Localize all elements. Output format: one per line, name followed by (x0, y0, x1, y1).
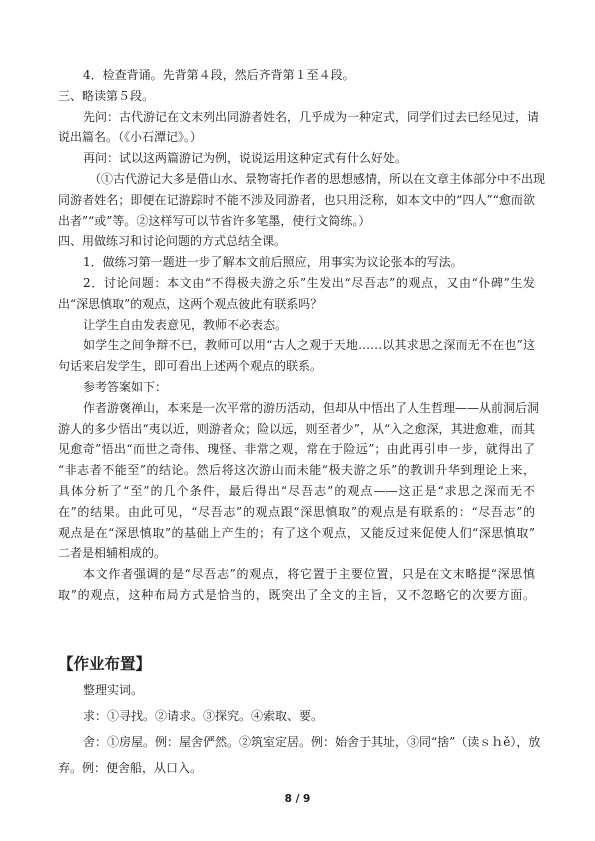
paragraph-line: 让学生自由发表意见，教师不必表态。 (83, 318, 288, 332)
paragraph-line: 参考答案如下： (83, 380, 168, 394)
paragraph-line: 先问：古代游记在文末列出同游者姓名，几乎成为一种定式，同学们过去已经见过，请 (83, 110, 540, 124)
paragraph-line: 出“深思慎取”的观点，这两个观点彼此有联系吗？ (58, 297, 323, 311)
homework-line: 弃。例：便舍船，从口入。 (58, 761, 203, 775)
paragraph-line: 句话来启发学生，即可看出上述两个观点的联系。 (58, 359, 323, 373)
page-number: 8 / 9 (284, 793, 311, 805)
paragraph-line: 观点是在“深思慎取”的基础上产生的；有了这个观点，又能反过来促使人们“深思慎取” (58, 526, 535, 540)
paragraph-line: 在”的结果。由此可见，“尽吾志”的观点跟“深思慎取”的观点是有联系的：“尽吾志”的 (58, 505, 535, 519)
homework-line: 整理实词。 (83, 683, 144, 697)
paragraph-line: 见愈奇”悟出“而世之奇伟、瑰怪、非常之观，常在于险远”；由此再引申一步，就得出了 (58, 442, 535, 456)
paragraph-line: 再问：试以这两篇游记为例，说说运用这种定式有什么好处。 (83, 151, 408, 165)
paragraph-line: 具体分析了“至”的几个条件，最后得出“尽吾志”的观点——这正是“求思之深而无不 (58, 484, 535, 498)
paragraph-line: 说出篇名。（《小石潭记》。） (58, 130, 203, 144)
paragraph-line: “非志者不能至”的结论。然后将这次游山而未能“极夫游之乐”的教训升华到理论上来， (58, 463, 535, 477)
section-heading: 【作业布置】 (58, 655, 152, 673)
paragraph-line: 如学生之间争辩不已，教师可以用“古人之观于天地……以其求思之深而无不在也”这 (83, 338, 535, 352)
paragraph-line: 同游者姓名；即便在记游踪时不能不涉及同游者，也只用泛称，如本文中的“四人”“愈而欲 (58, 193, 535, 207)
paragraph-line: 四、用做练习和讨论问题的方式总结全课。 (58, 234, 287, 248)
paragraph-line: 取”的观点，这种布局方式是恰当的，既突出了全文的主旨，又不忽略它的次要方面。 (58, 588, 535, 602)
paragraph-line: 1．做练习第一题进一步了解本文前后照应，用事实为议论张本的写法。 (83, 255, 463, 269)
paragraph-line: 本文作者强调的是“尽吾志”的观点，将它置于主要位置，只是在文末略提“深思慎 (83, 567, 535, 581)
paragraph-line: 三、略读第５段。 (58, 89, 155, 103)
paragraph-line: 2．讨论问题：本文由“不得极夫游之乐”生发出“尽吾志”的观点，又由“仆碑”生发 (83, 276, 535, 290)
paragraph-line: 游人的多少悟出“夷以近，则游者众；险以远，则至者少”，从“入之愈深，其进愈难，而其 (58, 422, 535, 436)
paragraph-line: 二者是相辅相成的。 (58, 546, 167, 560)
paragraph-line: 出者”“或”等。②这样写可以节省许多笔墨，使行文简练。） (58, 214, 371, 228)
paragraph-line: （①古代游记大多是借山水、景物寄托作者的思想感情，所以在文章主体部分中不出现 (89, 172, 546, 186)
paragraph-line: 作者游褒禅山，本来是一次平常的游历活动，但却从中悟出了人生哲理——从前洞后洞 (83, 401, 540, 415)
homework-line: 舍：①房屋。例：屋舍俨然。②筑室定居。例：始舍于其址，③同“捨”（读ｓｈě），放 (83, 735, 541, 749)
homework-line: 求：①寻找。②请求。③探究。④索取、要。 (83, 709, 324, 723)
paragraph-line: 4．检查背诵。先背第４段，然后齐背第１至４段。 (83, 68, 355, 82)
